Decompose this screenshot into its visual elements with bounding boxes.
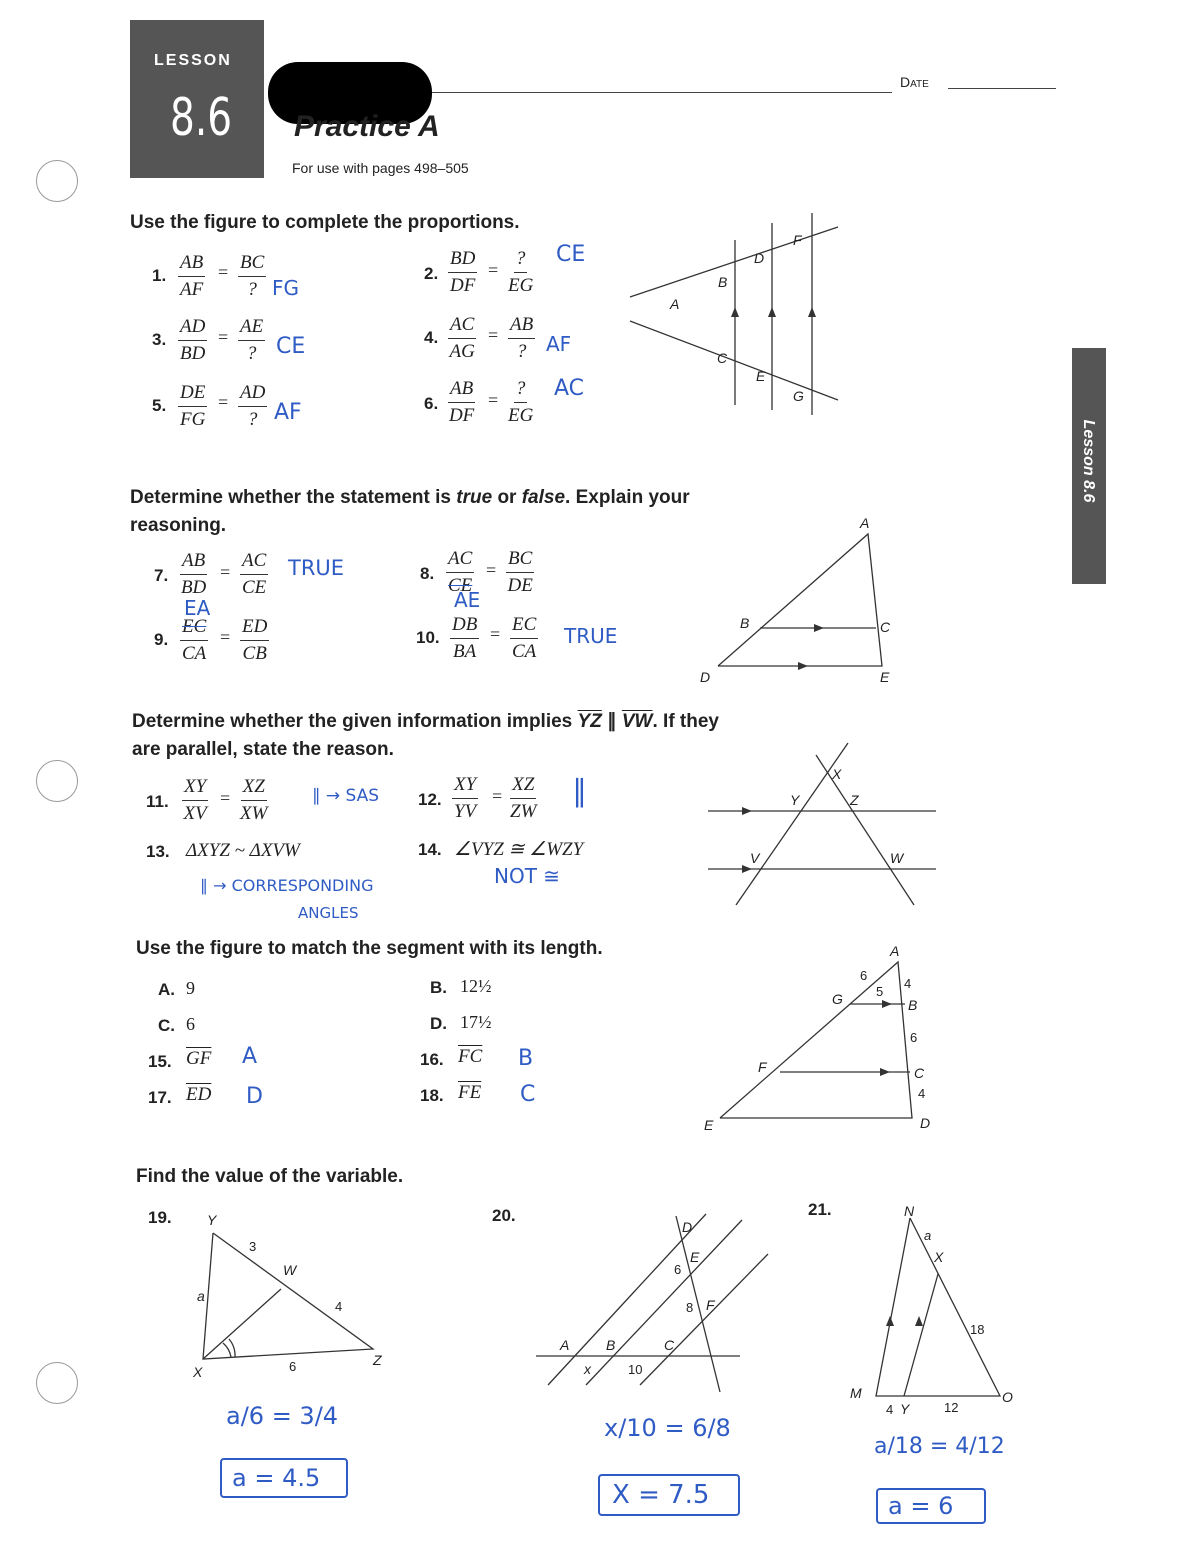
item-number: 15.: [148, 1052, 172, 1071]
numerator: XZ: [510, 772, 536, 799]
label-e: E: [756, 368, 766, 384]
item-number: 18.: [420, 1086, 444, 1105]
item-number: 5.: [152, 396, 167, 415]
denominator: CE: [242, 577, 267, 598]
handwritten-work: x/10 = 6/8: [604, 1414, 731, 1442]
item-number: 13.: [146, 842, 170, 861]
numerator: AB: [508, 312, 535, 339]
numerator: DB: [450, 612, 479, 639]
parallel-symbol: ∥: [601, 711, 622, 732]
fraction: [448, 312, 476, 365]
denominator: DE: [507, 575, 533, 596]
denominator: XV: [183, 803, 207, 824]
numerator: XY: [452, 772, 478, 799]
page-title: Practice A: [294, 110, 440, 143]
fraction: [240, 614, 269, 667]
fraction: [508, 312, 535, 365]
choice-letter: B.: [430, 978, 447, 997]
label-d: D: [920, 1115, 931, 1131]
choice-value: 17½: [460, 1012, 492, 1032]
instruction-text: . Explain your: [565, 487, 690, 508]
item-number: 21.: [808, 1200, 832, 1219]
equals-sign: =: [492, 786, 503, 806]
equals-sign: =: [488, 325, 499, 345]
lesson-number: 8.6: [170, 88, 233, 148]
equals-sign: =: [218, 392, 229, 412]
length-value: 4: [886, 1402, 894, 1417]
denominator: BA: [453, 641, 477, 662]
handwritten-answer: a = 4.5: [220, 1458, 348, 1498]
label-f: F: [758, 1059, 767, 1075]
label-b: B: [718, 274, 728, 290]
numerator: AB: [178, 250, 205, 277]
fraction: [448, 376, 475, 429]
label-z: Z: [373, 1352, 382, 1368]
length-value: 10: [628, 1362, 643, 1377]
denominator: ZW: [510, 801, 537, 822]
denominator: ?: [247, 409, 258, 430]
label-m: M: [850, 1385, 862, 1401]
fraction: [240, 548, 268, 601]
label-b: B: [908, 997, 918, 1013]
denominator: BD: [180, 577, 207, 598]
item-number: 10.: [416, 628, 440, 647]
numerator: BC: [506, 546, 534, 573]
choice-letter: A.: [158, 980, 175, 999]
segment-vw: $\overline{VW}$: [621, 711, 653, 732]
binder-hole-middle: [36, 760, 78, 802]
label-o: O: [1002, 1389, 1013, 1405]
label-a: A: [560, 1337, 570, 1353]
handwritten-answer: D: [246, 1084, 263, 1109]
segment: $\overline{ED}$: [186, 1084, 212, 1105]
item-number: 14.: [418, 840, 442, 859]
length-value: 6: [289, 1359, 297, 1374]
denominator: CB: [242, 643, 267, 664]
length-value: 5: [876, 984, 884, 999]
item-number: 1.: [152, 266, 167, 285]
label-x: X: [193, 1364, 203, 1380]
handwritten-answer: AF: [546, 332, 572, 356]
fraction: [182, 774, 208, 827]
fraction: [508, 376, 533, 429]
date-line: [948, 88, 1056, 89]
length-value: 4: [918, 1086, 926, 1101]
denominator: CE: [448, 575, 473, 596]
figure-19: [185, 1205, 400, 1380]
fraction: [508, 246, 533, 299]
instruction-true: true: [456, 487, 493, 508]
label-d: D: [754, 250, 765, 266]
fraction: [238, 380, 267, 433]
fraction: [452, 772, 478, 825]
label-y: Y: [207, 1212, 217, 1228]
handwritten-answer: X = 7.5: [598, 1474, 740, 1516]
numerator: EC: [510, 612, 538, 639]
label-e: E: [704, 1117, 714, 1133]
length-value: 4: [904, 976, 912, 991]
label-n: N: [904, 1203, 915, 1219]
item-number: 9.: [154, 630, 169, 649]
label-f: F: [793, 232, 802, 248]
fraction: [238, 250, 266, 303]
denominator: DF: [448, 405, 475, 426]
denominator: EG: [508, 405, 534, 426]
instruction-text: are parallel, state the reason.: [132, 739, 394, 760]
handwritten-answer: B: [518, 1046, 534, 1071]
item-number: 6.: [424, 394, 439, 413]
label-f: F: [706, 1297, 715, 1313]
denominator: DF: [450, 275, 476, 296]
statement-text: ∠VYZ ≅ ∠WZY: [454, 839, 584, 860]
item-number: 12.: [418, 790, 442, 809]
fraction: [510, 772, 536, 825]
length-value: 6: [860, 968, 868, 983]
equals-sign: =: [490, 624, 501, 644]
denominator: ?: [246, 343, 257, 364]
item-number: 8.: [420, 564, 435, 583]
numerator: AD: [178, 314, 207, 341]
item-number: 20.: [492, 1206, 516, 1225]
label-c: C: [914, 1065, 925, 1081]
label-x: X: [934, 1249, 944, 1265]
label-a: A: [860, 515, 870, 531]
label-c: C: [880, 619, 891, 635]
denominator: CA: [182, 643, 207, 664]
figure-20: [530, 1200, 785, 1395]
label-a: A: [670, 296, 680, 312]
choice-value: 9: [186, 978, 195, 998]
label-g: G: [793, 388, 804, 404]
fraction: [178, 380, 207, 433]
label-c: C: [717, 350, 728, 366]
numerator: EC: [180, 614, 208, 641]
numerator: AB: [448, 376, 475, 403]
numerator: XZ: [241, 774, 267, 801]
denominator: ?: [247, 279, 257, 300]
numerator: AC: [446, 546, 474, 573]
length-value: 18: [970, 1322, 985, 1337]
section2-instruction: [130, 484, 690, 540]
label-y: Y: [790, 792, 800, 808]
numerator: AD: [238, 380, 267, 407]
numerator: BD: [448, 246, 477, 273]
fraction: [450, 612, 479, 665]
item-number: 19.: [148, 1208, 172, 1227]
handwritten-answer: NOT ≅: [494, 864, 561, 888]
label-e: E: [690, 1249, 700, 1265]
denominator: AG: [449, 341, 475, 362]
label-x: X: [832, 766, 842, 782]
numerator: ?: [514, 376, 528, 403]
figure-segment-lengths: [700, 938, 945, 1138]
label-y: Y: [900, 1401, 910, 1417]
handwritten-answer: TRUE: [288, 556, 345, 580]
fraction: [238, 314, 265, 367]
numerator: BC: [238, 250, 266, 277]
length-value: 4: [335, 1299, 343, 1314]
length-value: 12: [944, 1400, 959, 1415]
lesson-label: LESSON: [154, 52, 232, 69]
denominator: ?: [516, 341, 527, 362]
segment: $\overline{FC}$: [458, 1046, 483, 1067]
numerator: DE: [178, 380, 207, 407]
equals-sign: =: [220, 562, 231, 582]
section5-instruction: Find the value of the variable.: [136, 1166, 404, 1187]
handwritten-answer: AC: [554, 376, 585, 401]
instruction-false: false: [521, 487, 566, 508]
side-tab: [1072, 348, 1106, 584]
figure-triangle-ade: [690, 508, 910, 688]
instruction-text: Determine whether the statement is: [130, 487, 457, 508]
denominator: AF: [180, 279, 204, 300]
handwritten-answer: C: [520, 1082, 536, 1107]
fraction: [510, 612, 538, 665]
lesson-box: [130, 20, 264, 178]
handwritten-work: a/6 = 3/4: [226, 1402, 339, 1430]
page-subtitle: For use with pages 498–505: [292, 160, 469, 176]
label-b: B: [740, 615, 750, 631]
label-w: W: [890, 850, 904, 866]
handwritten-answer: CE: [556, 242, 586, 267]
numerator: AC: [240, 548, 268, 575]
length-value: 8: [686, 1300, 694, 1315]
statement-text: ΔXYZ ~ ΔXVW: [186, 840, 300, 861]
handwritten-answer: ∥ → CORRESPONDING: [200, 876, 374, 895]
length-value: 6: [910, 1030, 918, 1045]
item-number: 7.: [154, 566, 169, 585]
figure-xyz-vw: [690, 735, 950, 910]
binder-hole-top: [36, 160, 78, 202]
fraction: [448, 246, 477, 299]
side-tab-text: Lesson 8.6: [1080, 419, 1097, 503]
item-number: 3.: [152, 330, 167, 349]
fraction: [178, 250, 205, 303]
handwritten-correction: AE: [454, 588, 481, 612]
section3-instruction: [132, 708, 719, 764]
binder-hole-bottom: [36, 1362, 78, 1404]
numerator: ?: [514, 246, 528, 273]
segment-yz: $\overline{YZ}$: [577, 711, 602, 732]
handwritten-answer: a = 6: [876, 1488, 986, 1524]
label-c: C: [664, 1337, 675, 1353]
choice-value: 12½: [460, 976, 492, 996]
numerator: AB: [180, 548, 207, 575]
instruction-or: or: [492, 487, 522, 508]
label-z: Z: [850, 792, 859, 808]
choice-letter: D.: [430, 1014, 447, 1033]
handwritten-answer: FG: [272, 276, 300, 300]
choice-letter: C.: [158, 1016, 175, 1035]
item-number: 4.: [424, 328, 439, 347]
section1-instruction: Use the figure to complete the proportions.: [130, 212, 520, 233]
label-v: V: [750, 850, 760, 866]
instruction-text: . If they: [652, 711, 719, 732]
section4-instruction: Use the figure to match the segment with its length.: [136, 938, 603, 959]
item-number: 11.: [146, 792, 169, 811]
fraction: [506, 546, 534, 599]
denominator: FG: [180, 409, 206, 430]
label-d: D: [700, 669, 711, 685]
fraction: [180, 614, 208, 667]
handwritten-correction: EA: [184, 596, 211, 620]
length-value: a: [924, 1228, 932, 1243]
numerator: XY: [182, 774, 208, 801]
equals-sign: =: [218, 262, 229, 282]
fraction: [240, 774, 267, 827]
handwritten-answer: A: [242, 1044, 258, 1069]
figure-transversals: [620, 205, 860, 415]
item-number: 17.: [148, 1088, 172, 1107]
denominator: CA: [512, 641, 537, 662]
equals-sign: =: [488, 390, 499, 410]
item-number: 2.: [424, 264, 439, 283]
equals-sign: =: [488, 260, 499, 280]
equals-sign: =: [220, 788, 231, 808]
instruction-text: Determine whether the given information implies: [132, 711, 578, 732]
length-value: x: [584, 1361, 591, 1377]
denominator: BD: [180, 343, 206, 364]
handwritten-answer: AF: [274, 400, 302, 425]
choice-value: 6: [186, 1014, 195, 1034]
denominator: XW: [240, 803, 268, 824]
label-b: B: [606, 1337, 616, 1353]
label-g: G: [832, 991, 843, 1007]
equals-sign: =: [218, 327, 229, 347]
fraction: [180, 548, 207, 601]
date-label: Date: [900, 74, 929, 90]
handwritten-answer: TRUE: [564, 624, 618, 648]
handwritten-answer: CE: [276, 334, 306, 359]
numerator: ED: [240, 614, 269, 641]
segment: $\overline{FE}$: [458, 1082, 482, 1103]
segment: $\overline{GF}$: [186, 1048, 212, 1069]
label-e: E: [880, 669, 890, 685]
equals-sign: =: [220, 627, 231, 647]
fraction: [178, 314, 207, 367]
label-d: D: [682, 1219, 693, 1235]
item-number: 16.: [420, 1050, 444, 1069]
instruction-text: reasoning.: [130, 515, 227, 536]
label-w: W: [283, 1262, 297, 1278]
handwritten-answer: ANGLES: [298, 904, 359, 922]
handwritten-answer: ∥ → SAS: [312, 786, 380, 806]
handwritten-answer: ∥: [572, 774, 587, 809]
handwritten-work: a/18 = 4/12: [874, 1434, 1005, 1459]
numerator: AC: [448, 312, 476, 339]
length-value: 6: [674, 1262, 682, 1277]
label-a: A: [890, 943, 900, 959]
figure-21: [840, 1200, 1020, 1420]
length-value: a: [197, 1288, 205, 1304]
header-rule: [432, 92, 892, 93]
length-value: 3: [249, 1239, 257, 1254]
denominator: EG: [508, 275, 534, 296]
denominator: YV: [454, 801, 477, 822]
equals-sign: =: [486, 560, 497, 580]
numerator: AE: [238, 314, 265, 341]
